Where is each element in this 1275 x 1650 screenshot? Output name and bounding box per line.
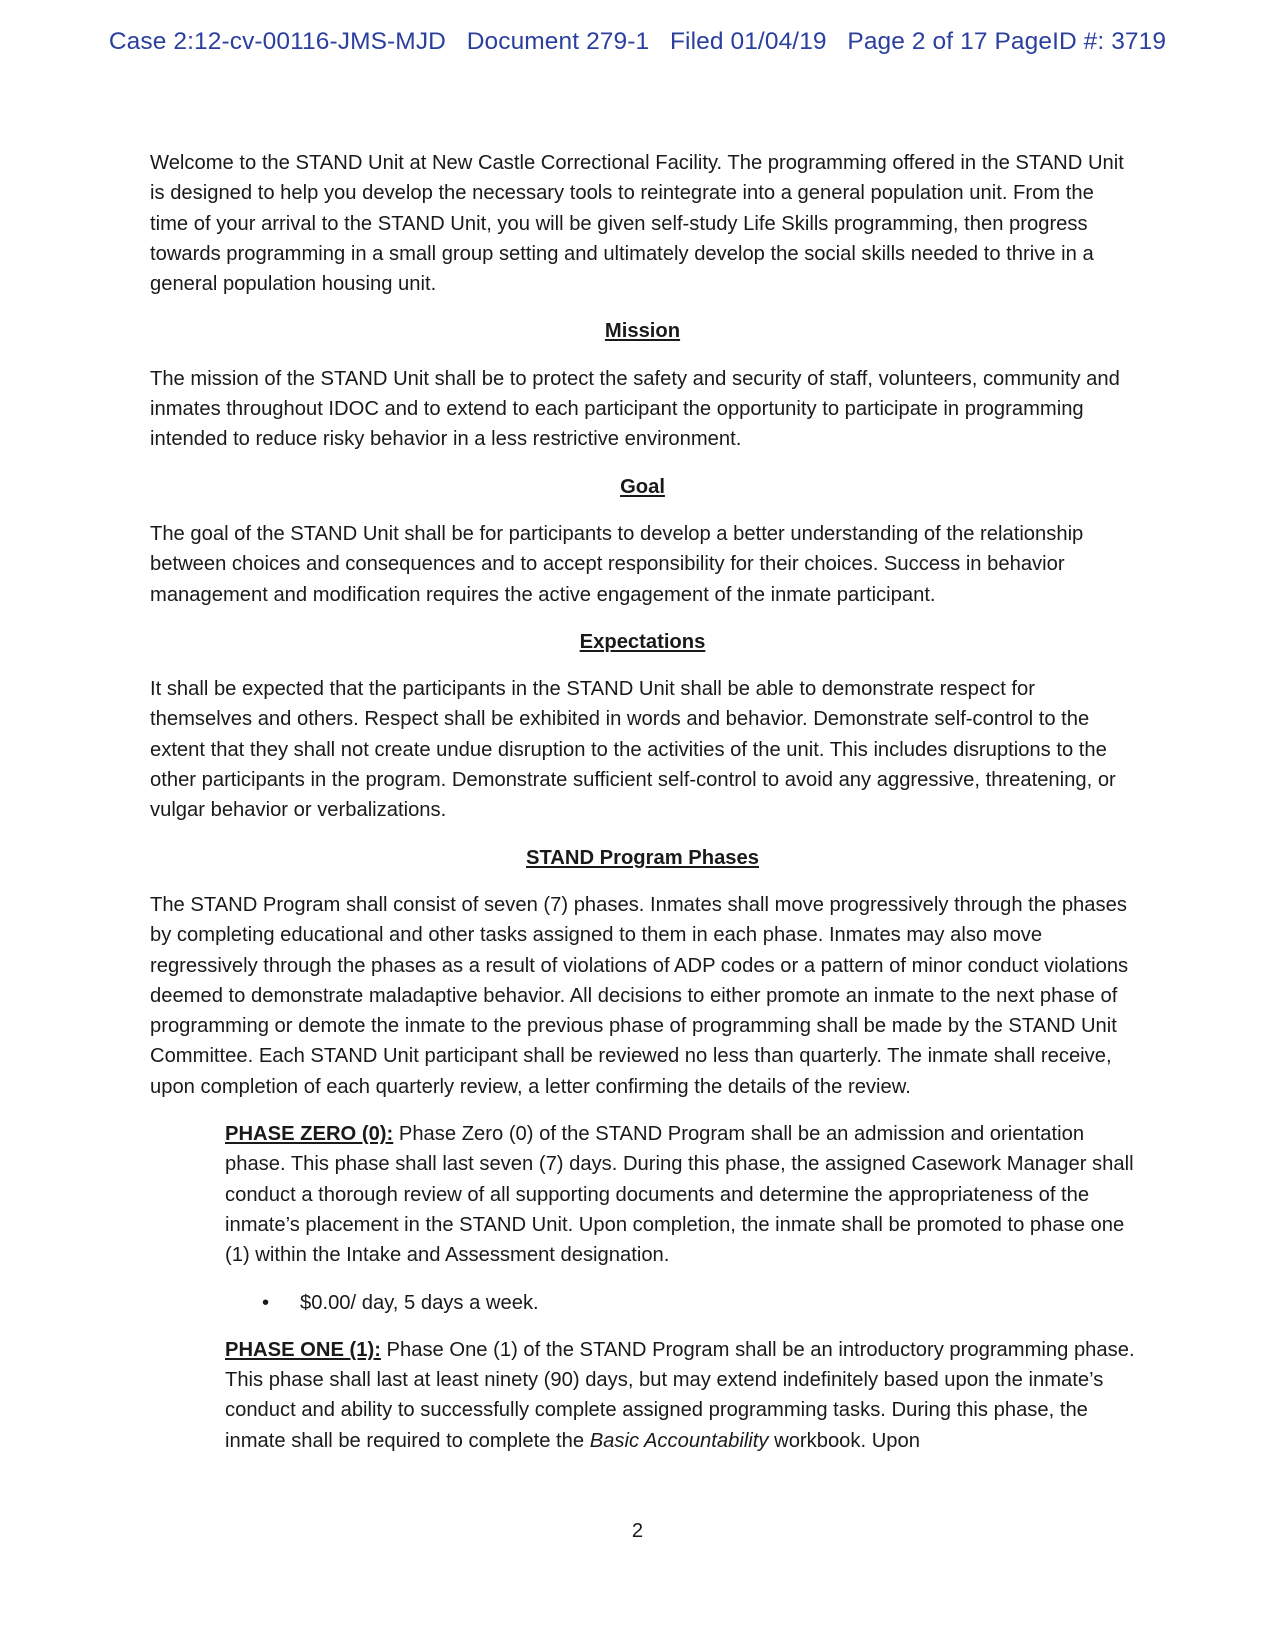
phase-zero-paragraph — [225, 1119, 1135, 1270]
phase-one-label: PHASE ONE (1): — [225, 1338, 381, 1361]
phase-one-text-end: workbook. Upon — [768, 1429, 920, 1452]
header-document: Document 279-1 — [466, 28, 650, 55]
program-phases-paragraph: The STAND Program shall consist of seven (7) phases. Inmates shall move progressively through the phases by completing educational and other tasks assigned to them in each phase. Inmates may also move regressively through the phases as a result of violations of ADP codes or a pattern of minor conduct violations deemed to demonstrate maladaptive behavior. All decisions to either promote an inmate to the next phase of programming or demote the inmate to the previous phase of programming shall be made by the STAND Unit Committee. Each STAND Unit participant shall be reviewed no less than quarterly. The inmate shall receive, upon completion of each quarterly review, a letter confirming the details of the review. — [150, 893, 1129, 1098]
phase-zero-pay-bullet — [262, 1288, 1135, 1318]
program-phases-heading: STAND Program Phases — [526, 846, 759, 869]
mission-heading: Mission — [604, 320, 681, 343]
goal-heading: Goal — [620, 475, 665, 498]
page-number: 2 — [631, 1520, 644, 1542]
phase-zero-pay-text: $0.00/ day, 5 days a week. — [300, 1291, 539, 1314]
goal-paragraph: The goal of the STAND Unit shall be for participants to develop a better understanding of the relationship between choices and consequences and to accept responsibility for their choices. Success in behavior management and modification requires the active engagement of the inmate participant. — [150, 522, 1084, 606]
phase-zero-label: PHASE ZERO (0): — [225, 1123, 394, 1146]
mission-paragraph: The mission of the STAND Unit shall be to protect the safety and security of staff, volunteers, community and inmates throughout IDOC and to extend to each participant the opportunity to participate in programming intended to reduce risky behavior in a less restrictive environment. — [150, 367, 1120, 451]
phase-one-text: Phase One (1) of the STAND Program shall be an introductory programming phase. This phase shall last at least ninety (90) days, but may extend indefinitely based upon the inmate’s conduct and ability to successfully complete assigned programming tasks. During this phase, the inmate shall be required to complete the — [225, 1338, 1135, 1452]
document-body — [150, 148, 1135, 1473]
workbook-title: Basic Accountability — [589, 1429, 769, 1452]
header-filed-date: Filed 01/04/19 — [669, 28, 827, 55]
phase-zero-text: Phase Zero (0) of the STAND Program shall be an admission and orientation phase. This phase shall last seven (7) days. During this phase, the assigned Casework Manager shall conduct a thorough review of all supporting documents and determine the appropriateness of the inmate’s placement in the STAND Unit. Upon completion, the inmate shall be promoted to phase one (1) within the Intake and Assessment designation. — [225, 1123, 1134, 1267]
case-header — [0, 28, 1275, 56]
bullet-icon: • — [262, 1291, 270, 1314]
header-page-id: Page 2 of 17 PageID #: 3719 — [847, 28, 1167, 55]
header-case-number: Case 2:12-cv-00116-JMS-MJD — [108, 28, 446, 55]
phase-one-paragraph — [225, 1335, 1135, 1456]
expectations-paragraph: It shall be expected that the participants in the STAND Unit shall be able to demonstrate respect for themselves and others. Respect shall be exhibited in words and behavior. Demonstrate self-control to the extent that they shall not create undue disruption to the activities of the unit. This includes disruptions to the other participants in the program. Demonstrate sufficient self-control to avoid any aggressive, threatening, or vulgar behavior or verbalizations. — [150, 678, 1116, 822]
intro-paragraph: Welcome to the STAND Unit at New Castle Correctional Facility. The programming offered in the STAND Unit is designed to help you develop the necessary tools to reintegrate into a general population unit. From the time of your arrival to the STAND Unit, you will be given self-study Life Skills programming, then progress towards programming in a small group setting and ultimately develop the social skills needed to thrive in a general population housing unit. — [150, 152, 1124, 296]
expectations-heading: Expectations — [579, 630, 706, 653]
